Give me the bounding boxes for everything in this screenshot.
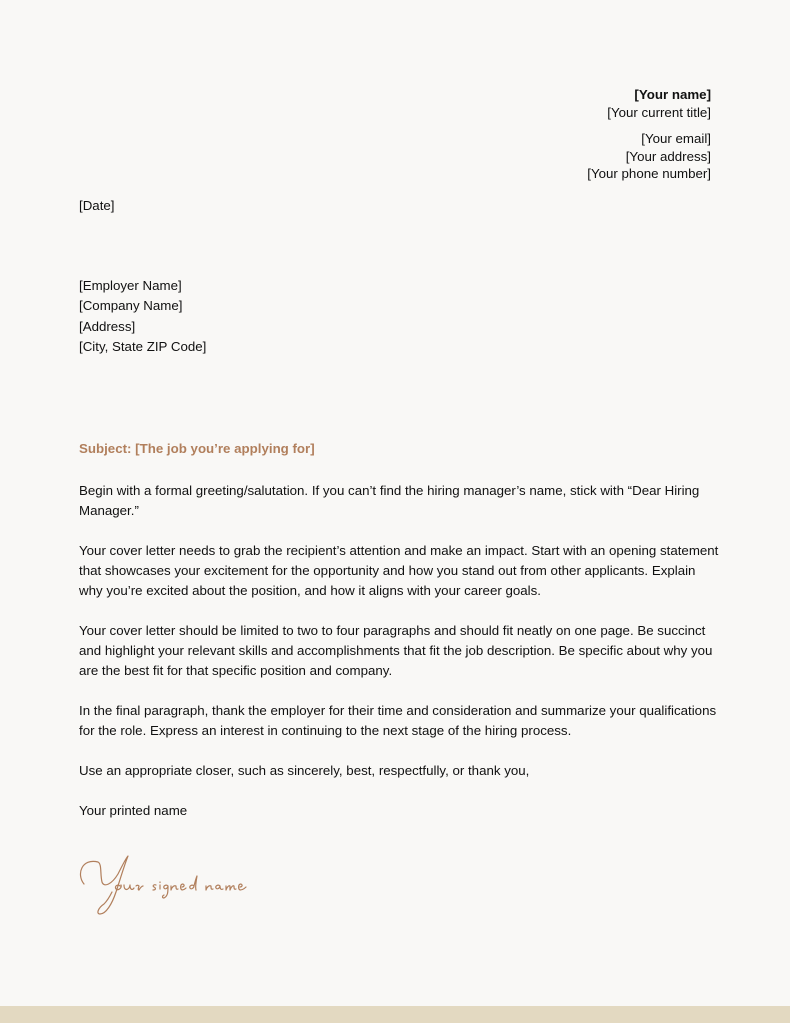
paragraph-closing: In the final paragraph, thank the employer for their time and consideration and summarize your qualifications for the role. Express an interest in continuing to the next stage of the hiring process. [79,703,717,738]
recipient-employer-name: [Employer Name] [79,278,182,293]
footer-band [0,1006,790,1023]
recipient-city-state-zip: [City, State ZIP Code] [79,338,207,354]
sender-address: [Your address] [625,148,711,164]
letter-date: [Date] [79,198,115,213]
signature [72,852,262,922]
paragraph-opening: Your cover letter needs to grab the recipient’s attention and make an impact. Start with an opening statement that showcases your excitement for the opportunity and how you stand out from other applicants. Explain why you’re excited about the position, and how it aligns with your career goals. [79,543,719,598]
recipient-address: [Address] [79,318,136,334]
recipient-block [79,276,206,357]
signature-graphic [72,852,262,922]
sender-email: [Your email] [641,131,711,146]
recipient-company-name: [Company Name] [79,298,183,314]
closer-line: Use an appropriate closer, such as sincerely, best, respectfully, or thank you, [79,763,530,778]
paragraph-greeting: Begin with a formal greeting/salutation. If you can’t find the hiring manager’s name, stick with “Dear Hiring Manager.” [79,483,700,518]
sender-phone: [Your phone number] [587,166,711,181]
letter-body [79,481,719,841]
sender-block [587,86,711,183]
printed-name: Your printed name [79,803,188,818]
paragraph-body: Your cover letter should be limited to two to four paragraphs and should fit neatly on one page. Be succinct and highlight your relevant skills and accomplishments that fit the job description. Be specific about why you are the best fit for that specific position and company. [79,623,713,678]
sender-name: [Your name] [634,87,711,102]
sender-title: [Your current title] [607,104,711,120]
spacer [587,121,711,130]
subject-line: Subject: [The job you’re applying for] [79,441,315,456]
